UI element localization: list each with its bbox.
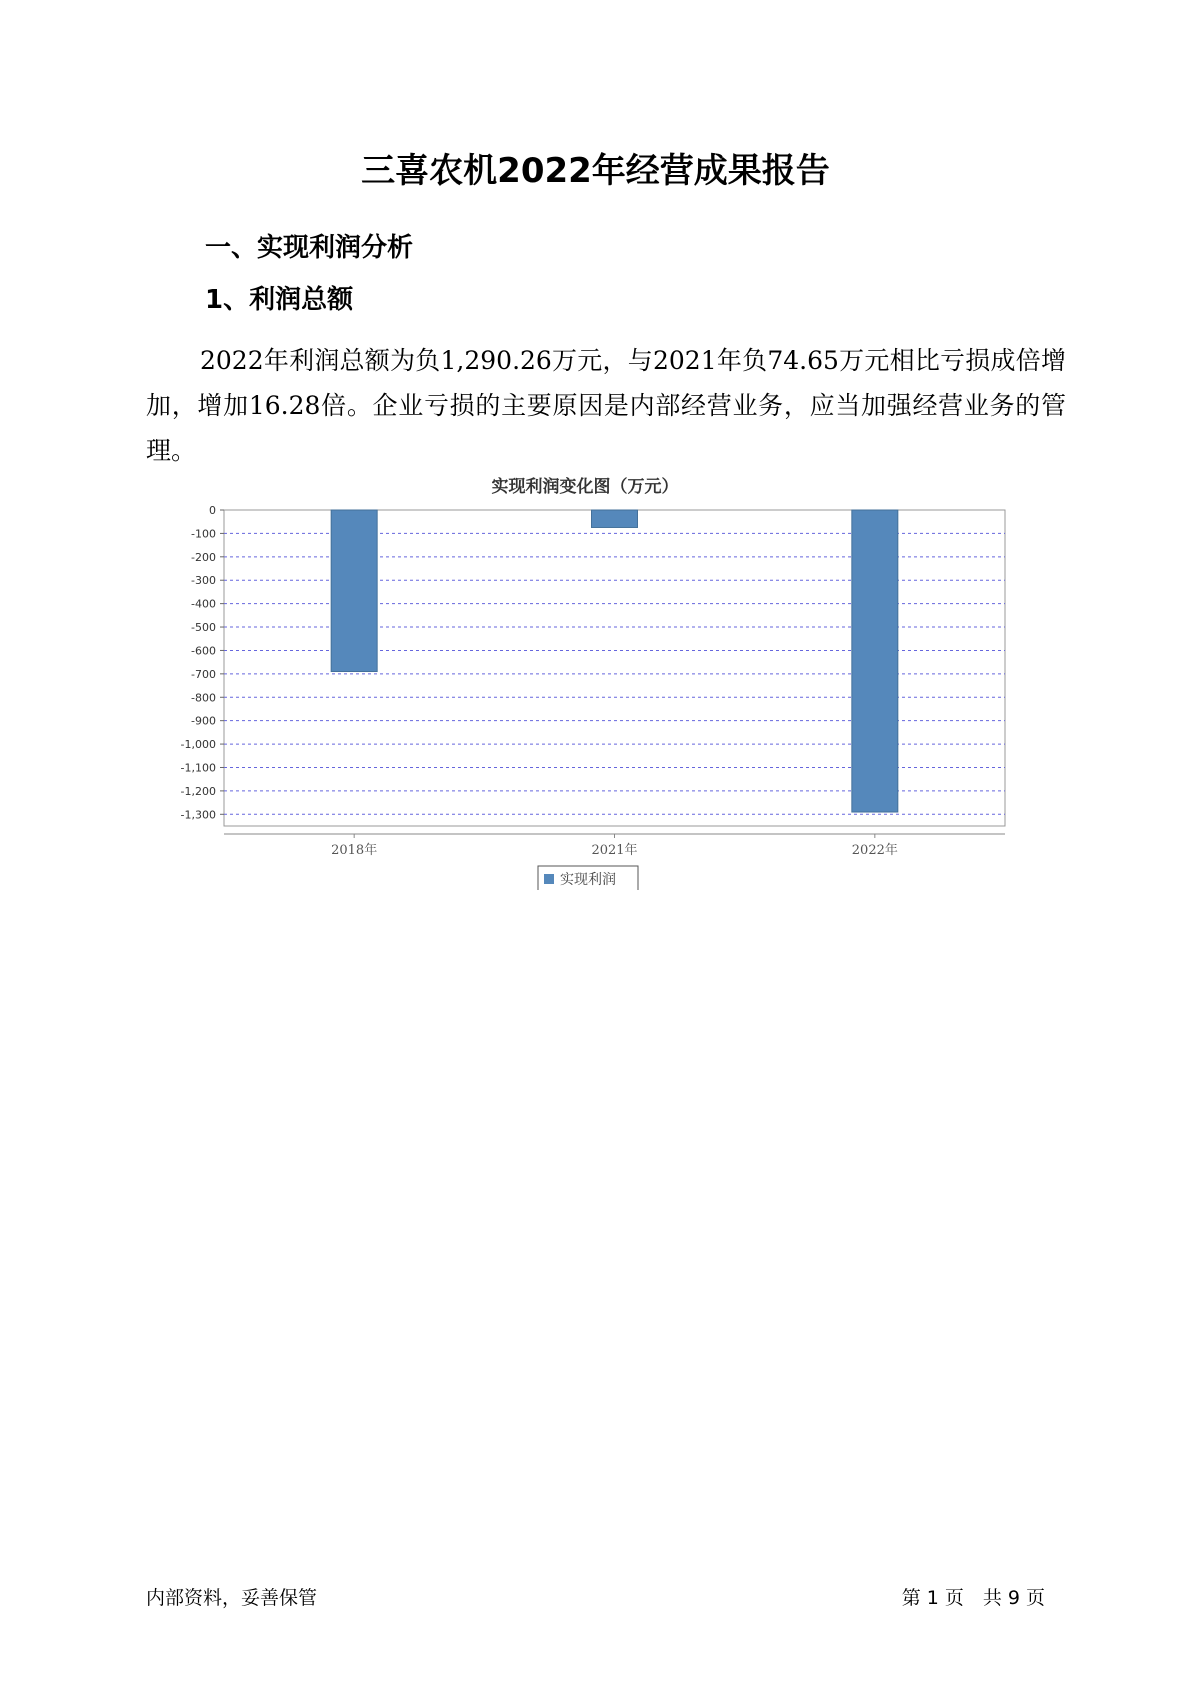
page-suffix: 页 (1025, 1587, 1045, 1609)
x-tick-label: 2021年 (591, 843, 638, 858)
section-heading-profit-analysis: 一、实现利润分析 (205, 233, 414, 263)
profit-bar-chart (160, 470, 1010, 890)
legend-swatch (544, 874, 554, 884)
footer-page-indicator (899, 1583, 1048, 1610)
subsection-heading-total-profit: 1、利润总额 (205, 285, 354, 315)
y-tick-label: -500 (191, 621, 216, 635)
y-tick-label: -1,200 (180, 784, 216, 798)
page-number: 1 (926, 1587, 939, 1609)
legend-label: 实现利润 (560, 872, 616, 888)
y-tick-label: -800 (191, 691, 216, 705)
page-prefix: 第 (901, 1587, 921, 1609)
x-tick-label: 2022年 (851, 843, 898, 858)
paragraph-total-profit: 2022年利润总额为负1,290.26万元，与2021年负74.65万元相比亏损成倍增加，增加16.28倍。企业亏损的主要原因是内部经营业务，应当加强经营业务的管理。 (146, 346, 1066, 465)
bar-2021年 (592, 510, 638, 527)
y-tick-label: -1,300 (180, 808, 216, 822)
y-tick-label: -300 (191, 574, 216, 588)
page-total: 9 (1007, 1587, 1020, 1609)
bar-2022年 (852, 510, 898, 812)
chart-title: 实现利润变化图（万元） (491, 477, 679, 497)
bar-2018年 (331, 510, 377, 672)
y-tick-label: -1,100 (180, 761, 216, 775)
y-tick-label: -200 (191, 550, 216, 564)
y-tick-label: 0 (209, 504, 216, 517)
page-mid: 页 共 (944, 1587, 1002, 1609)
y-tick-label: -600 (191, 644, 216, 658)
footer-confidential-note: 内部资料，妥善保管 (146, 1587, 318, 1609)
y-tick-label: -1,000 (180, 738, 216, 752)
y-tick-label: -100 (191, 527, 216, 541)
y-tick-label: -900 (191, 714, 216, 728)
document-title: 三喜农机2022年经营成果报告 (361, 151, 830, 191)
y-tick-label: -400 (191, 597, 216, 611)
y-tick-label: -700 (191, 667, 216, 681)
x-tick-label: 2018年 (331, 843, 378, 858)
